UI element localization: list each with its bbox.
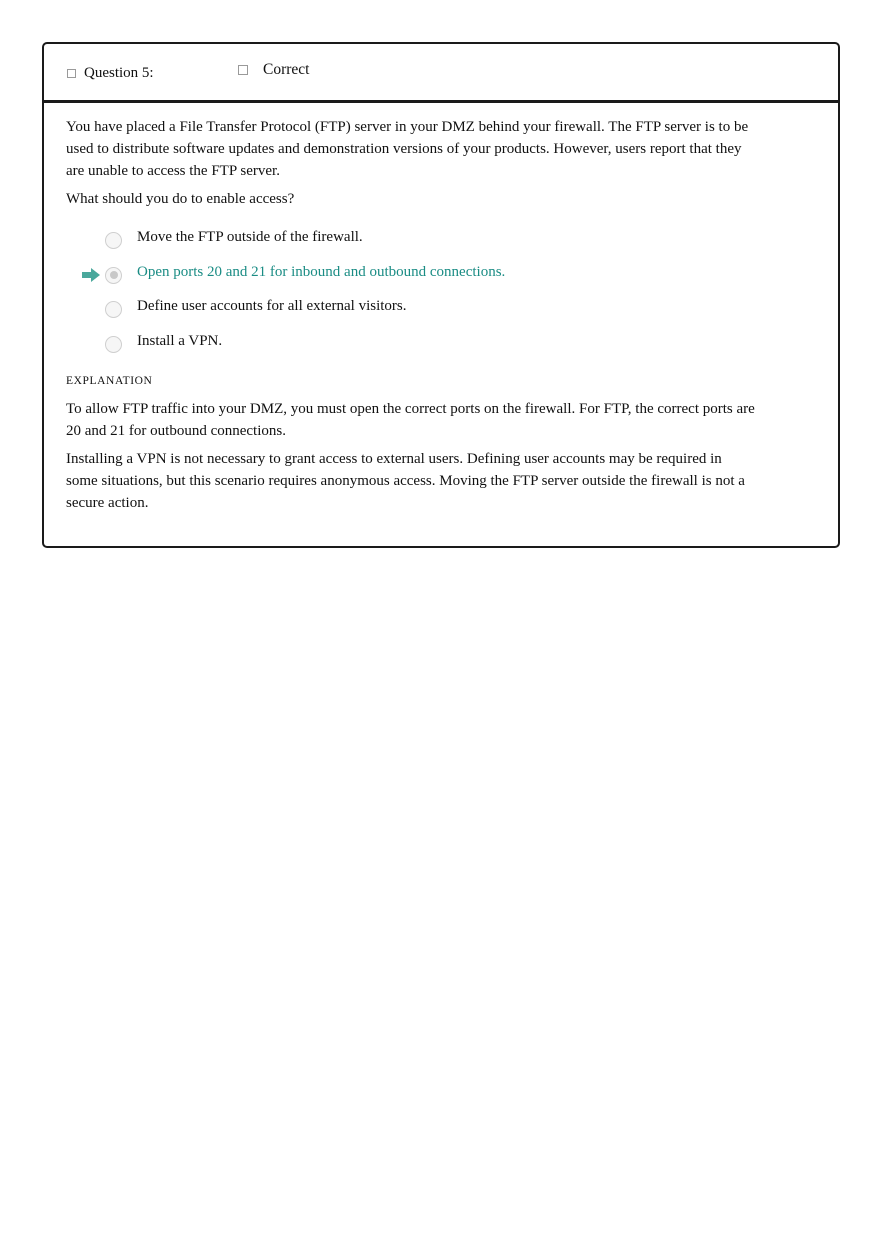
radio-button[interactable] — [105, 232, 122, 249]
answer-option-label: Move the FTP outside of the firewall. — [137, 229, 363, 245]
explanation-paragraph: Installing a VPN is not necessary to grant access to external users. Defining user accounts may be required in some situations, but this scenario requires anonymous access. Moving the FTP server outside the firewall is not a secure action. — [66, 451, 745, 511]
question-checkbox-icon — [67, 69, 76, 78]
answer-options — [66, 228, 816, 366]
radio-button-selected[interactable] — [105, 267, 122, 284]
status-label: Correct — [263, 61, 310, 78]
explanation-heading: EXPLANATION — [66, 375, 153, 387]
question-prompt: What should you do to enable access? — [66, 191, 295, 207]
answer-option[interactable] — [66, 297, 816, 332]
radio-button[interactable] — [105, 301, 122, 318]
status-checkbox-icon — [238, 65, 248, 75]
answer-option-label: Define user accounts for all external visitors. — [137, 298, 407, 314]
answer-option-label: Install a VPN. — [137, 332, 223, 349]
question-header — [44, 44, 838, 103]
answer-option[interactable] — [66, 332, 816, 367]
answer-option-label: Open ports 20 and 21 for inbound and outbound connections. — [137, 263, 506, 280]
question-body — [44, 103, 838, 514]
radio-button[interactable] — [105, 336, 122, 353]
answer-option-correct[interactable] — [66, 263, 816, 298]
question-text: You have placed a File Transfer Protocol (FTP) server in your DMZ behind your firewall. The FTP server is to be used to distribute software updates and demonstration versions of your products. However, users report that they are unable to access the FTP server. — [66, 119, 749, 179]
explanation-paragraph: To allow FTP traffic into your DMZ, you must open the correct ports on the firewall. For FTP, the correct ports are 20 and 21 for outbound connections. — [66, 401, 755, 439]
answer-option[interactable] — [66, 228, 816, 263]
arrow-right-icon — [82, 268, 100, 282]
question-number: Question 5: — [84, 65, 154, 81]
question-card — [42, 42, 840, 548]
